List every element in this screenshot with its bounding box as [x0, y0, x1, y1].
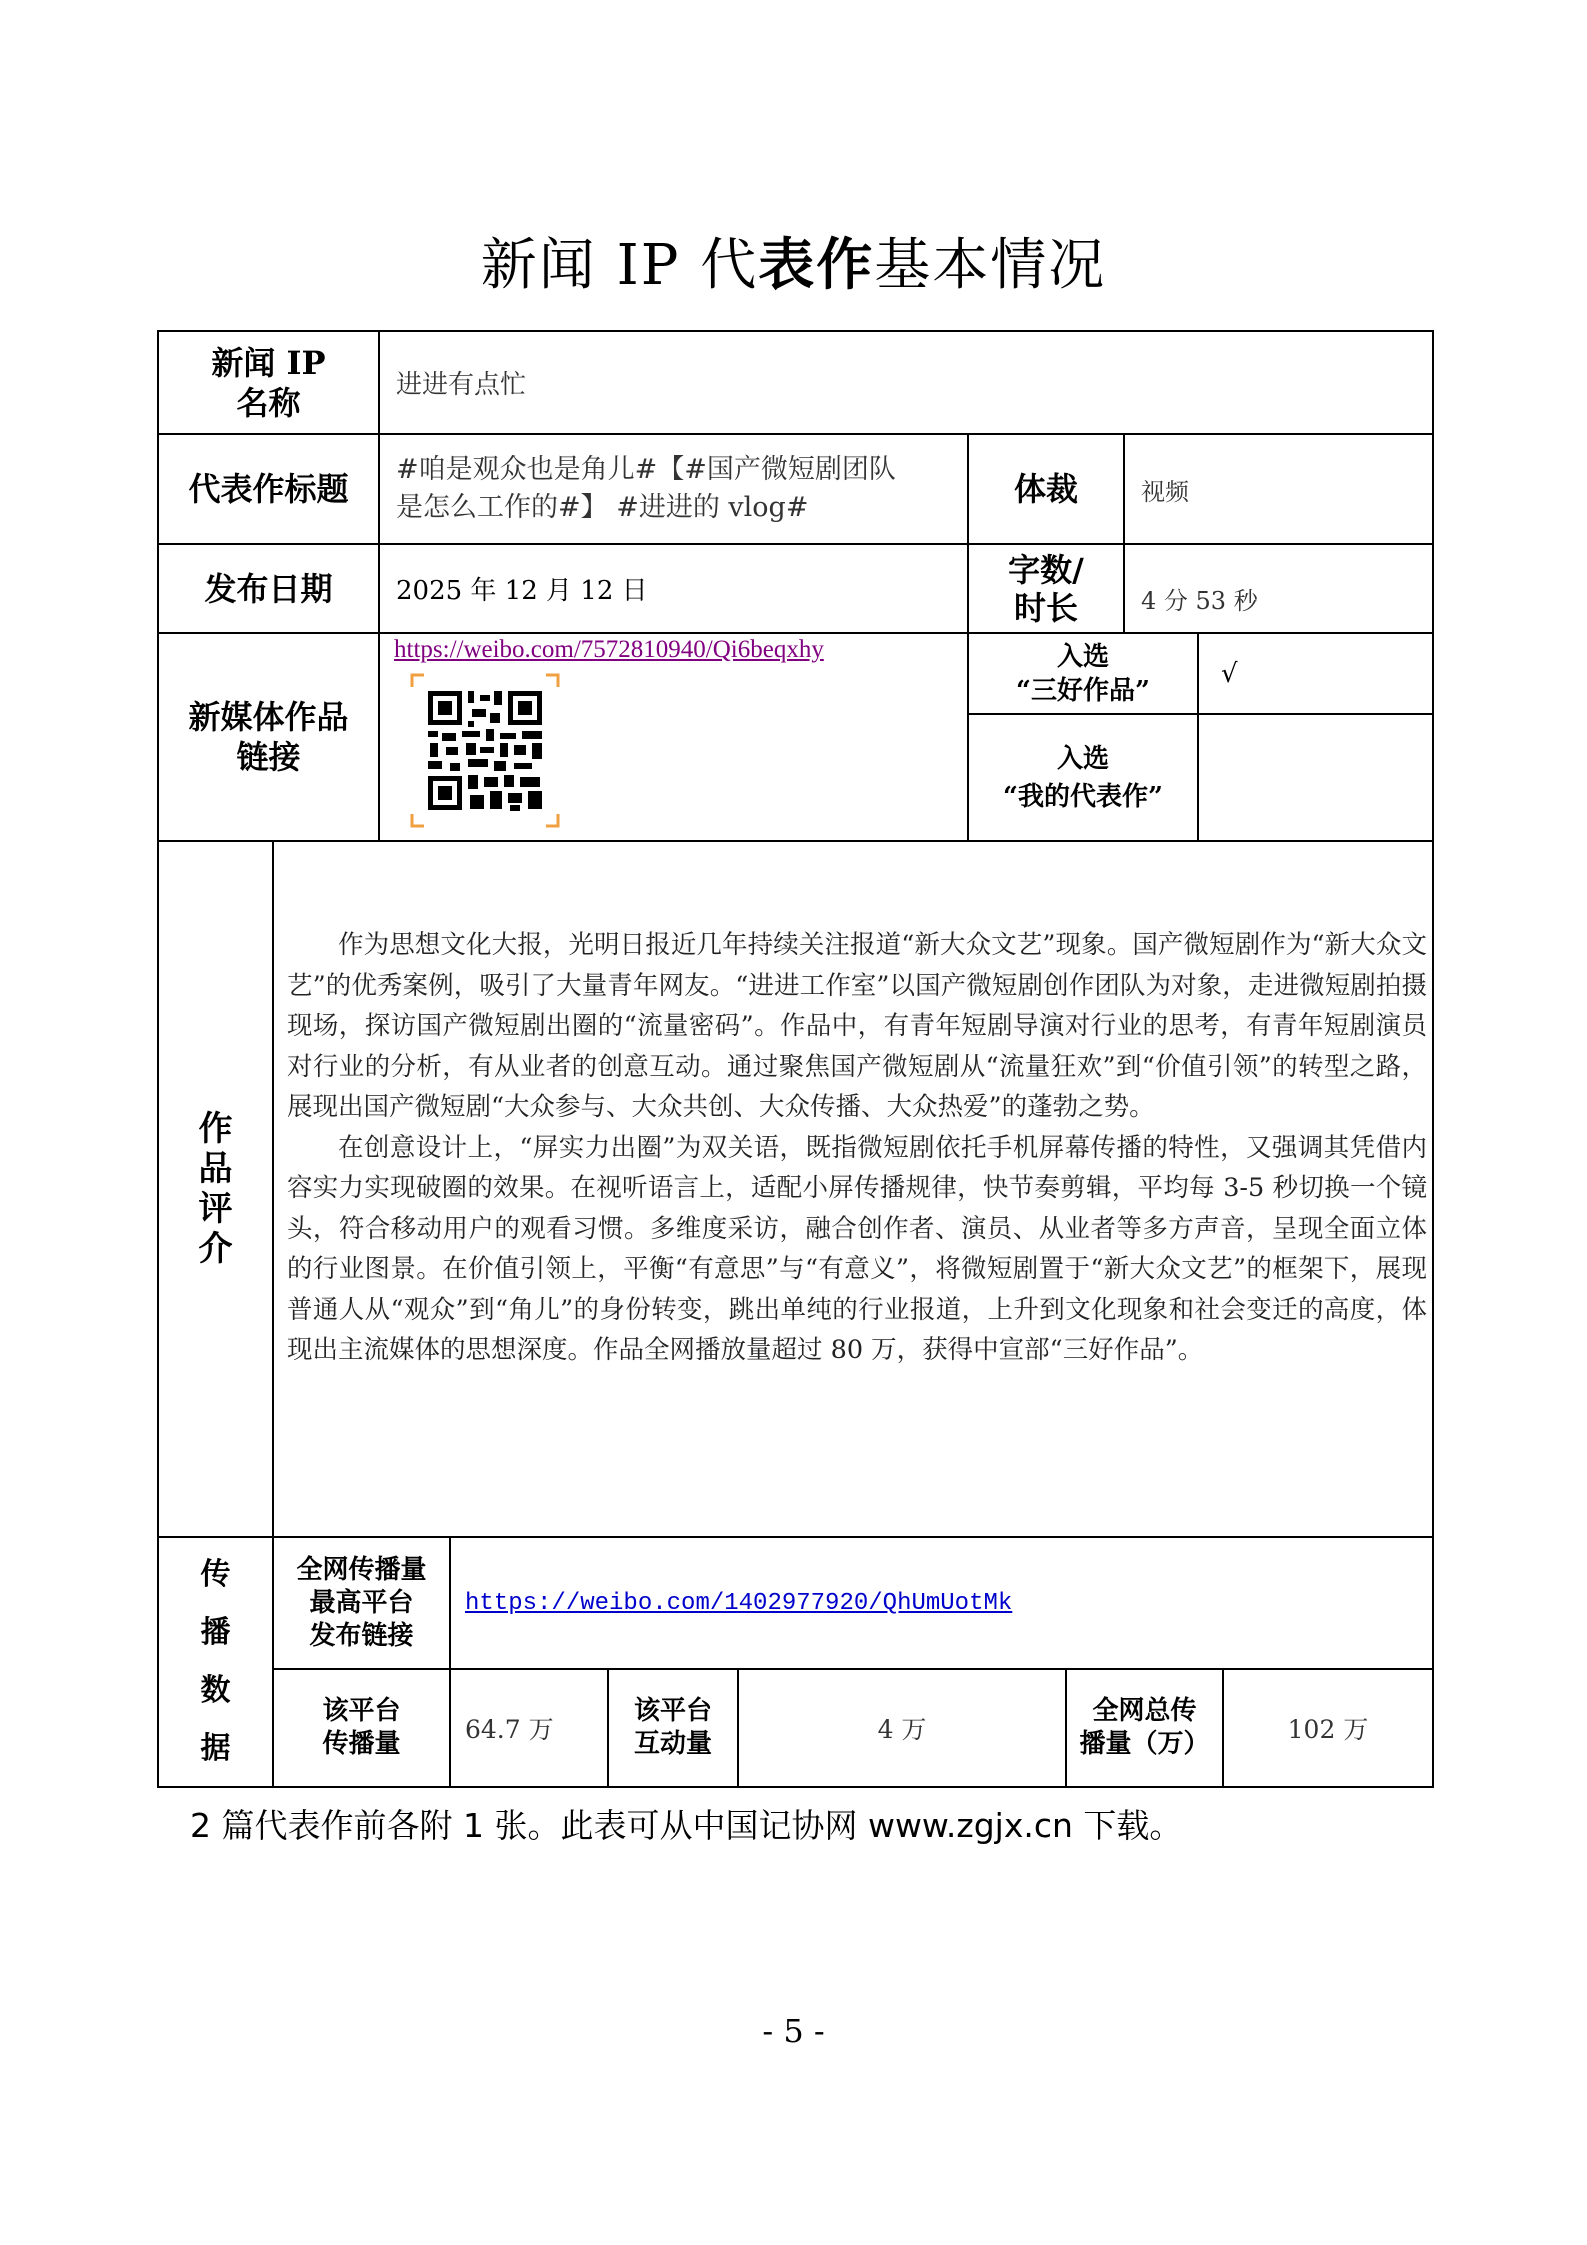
- label-line: 入选: [1056, 743, 1109, 774]
- label-line: “我的代表作”: [1003, 781, 1163, 812]
- page-title: [0, 230, 1587, 301]
- publish-date-value: 2025 年 12 月 12 日: [396, 576, 648, 606]
- value-line: #咱是观众也是角儿#【#国产微短剧团队: [396, 454, 896, 485]
- top-platform-url-cell: [451, 1538, 1432, 1668]
- label-line: 全网传播量: [296, 1554, 427, 1585]
- length-value: 4 分 53 秒: [1141, 587, 1258, 615]
- my-work-label: [969, 715, 1197, 840]
- review-paragraph: 作为思想文化大报，光明日报近几年持续关注报道“新大众文艺”现象。国产微短剧作为“新大众文艺”的优秀案例，吸引了大量青年网友。“进进工作室”以国产微短剧创作团队为对象，走进微短剧拍摄现场，探访国产微短剧出圈的“流量密码”。作品中，有青年短剧导演对行业的思考，有青年短剧演员对行业的分析，有从业者的创意互动。通过聚焦国产微短剧从“流量狂欢”到“价值引领”的转型之路，展现出国产微短剧“大众参与、大众共创、大众传播、大众热爱”的蓬勃之势。: [287, 930, 1427, 1122]
- page-number: - 5 -: [762, 2012, 825, 2050]
- label-line: 传播量: [322, 1729, 401, 1759]
- label-line: 互动量: [633, 1729, 712, 1759]
- my-work-value: [1199, 715, 1432, 840]
- table-border: [157, 1786, 1434, 1788]
- platform-interactions-value: 4 万: [877, 1715, 927, 1744]
- total-views-label: [1067, 1670, 1222, 1786]
- title-prefix: 新闻 IP 代: [480, 233, 759, 298]
- label-char: 介: [198, 1229, 233, 1269]
- row-divider: [157, 840, 1434, 842]
- review-label: [159, 842, 272, 1536]
- top-platform-label: [274, 1538, 449, 1668]
- qr-code-icon[interactable]: [410, 673, 560, 828]
- ip-name-label: [159, 332, 378, 433]
- total-views-value: 102 万: [1287, 1715, 1369, 1744]
- label-line: 该平台: [322, 1696, 401, 1726]
- new-media-link-label: [159, 634, 378, 840]
- title-suffix: 基本情况: [874, 233, 1107, 298]
- work-title-value: [380, 435, 967, 543]
- genre-label: 体裁: [1013, 470, 1078, 508]
- label-char: 品: [198, 1149, 233, 1189]
- title-bold: 表作: [758, 232, 875, 298]
- label-char: 播: [200, 1615, 231, 1650]
- label-line: 入选: [1056, 641, 1109, 672]
- label-line: “三好作品”: [1016, 675, 1150, 706]
- platform-views-value: 64.7 万: [465, 1715, 554, 1744]
- footnote: 2 篇代表作前各附 1 张。此表可从中国记协网 www.zgjx.cn 下载。: [190, 1806, 1183, 1845]
- label-line: 播量（万）: [1079, 1729, 1210, 1759]
- table-border: [1432, 330, 1434, 1788]
- label-line: 全网总传: [1092, 1696, 1197, 1726]
- label-line: 名称: [236, 383, 301, 422]
- platform-views-label: [274, 1670, 449, 1786]
- sanhao-label: [969, 634, 1197, 713]
- ip-name-value: 进进有点忙: [396, 370, 527, 400]
- label-line: 字数/: [1008, 550, 1084, 589]
- publish-date-label: 发布日期: [204, 569, 333, 608]
- label-line: 链接: [236, 738, 301, 776]
- spread-data-label: [159, 1538, 272, 1786]
- work-title-label: 代表作标题: [188, 470, 349, 508]
- label-line: 该平台: [633, 1696, 712, 1726]
- platform-interactions-label: [609, 1670, 737, 1786]
- genre-value: 视频: [1141, 477, 1189, 506]
- label-line: 发布链接: [309, 1620, 414, 1651]
- length-label: [969, 545, 1123, 632]
- label-char: 作: [198, 1109, 233, 1149]
- review-paragraph: 在创意设计上，“屏实力出圈”为双关语，既指微短剧依托手机屏幕传播的特性，又强调其凭借内容实力实现破圈的效果。在视听语言上，适配小屏传播规律，快节奏剪辑，平均每 3-5 秒切换一个镜头，符合移动用户的观看习惯。多维度采访，融合创作者、演员、从业者等多方声音，呈现全面立体的行业图景。在价值引领上，平衡“有意思”与“有意义”，将微短剧置于“新大众文艺”的框架下，展现普通人从“观众”到“角儿”的身份转变，跳出单纯的行业报道，上升到文化现象和社会变迁的高度，体现出主流媒体的思想深度。作品全网播放量超过 80 万，获得中宣部“三好作品”。: [287, 1132, 1427, 1365]
- label-line: 时长: [1013, 588, 1078, 627]
- review-text: [287, 925, 1427, 1371]
- label-char: 据: [200, 1731, 231, 1766]
- sanhao-checkmark: √: [1221, 658, 1238, 689]
- value-line: 是怎么工作的#】 #进进的 vlog#: [396, 492, 809, 523]
- label-line: 新媒体作品: [188, 698, 349, 736]
- label-line: 新闻 IP: [211, 343, 326, 382]
- label-line: 最高平台: [309, 1587, 414, 1618]
- top-platform-url[interactable]: https://weibo.com/1402977920/QhUmUotMk: [465, 1589, 1013, 1617]
- new-media-link-url[interactable]: https://weibo.com/7572810940/Qi6beqxhy: [394, 636, 824, 663]
- label-char: 评: [198, 1189, 233, 1229]
- label-char: 传: [200, 1557, 231, 1592]
- label-char: 数: [200, 1673, 231, 1708]
